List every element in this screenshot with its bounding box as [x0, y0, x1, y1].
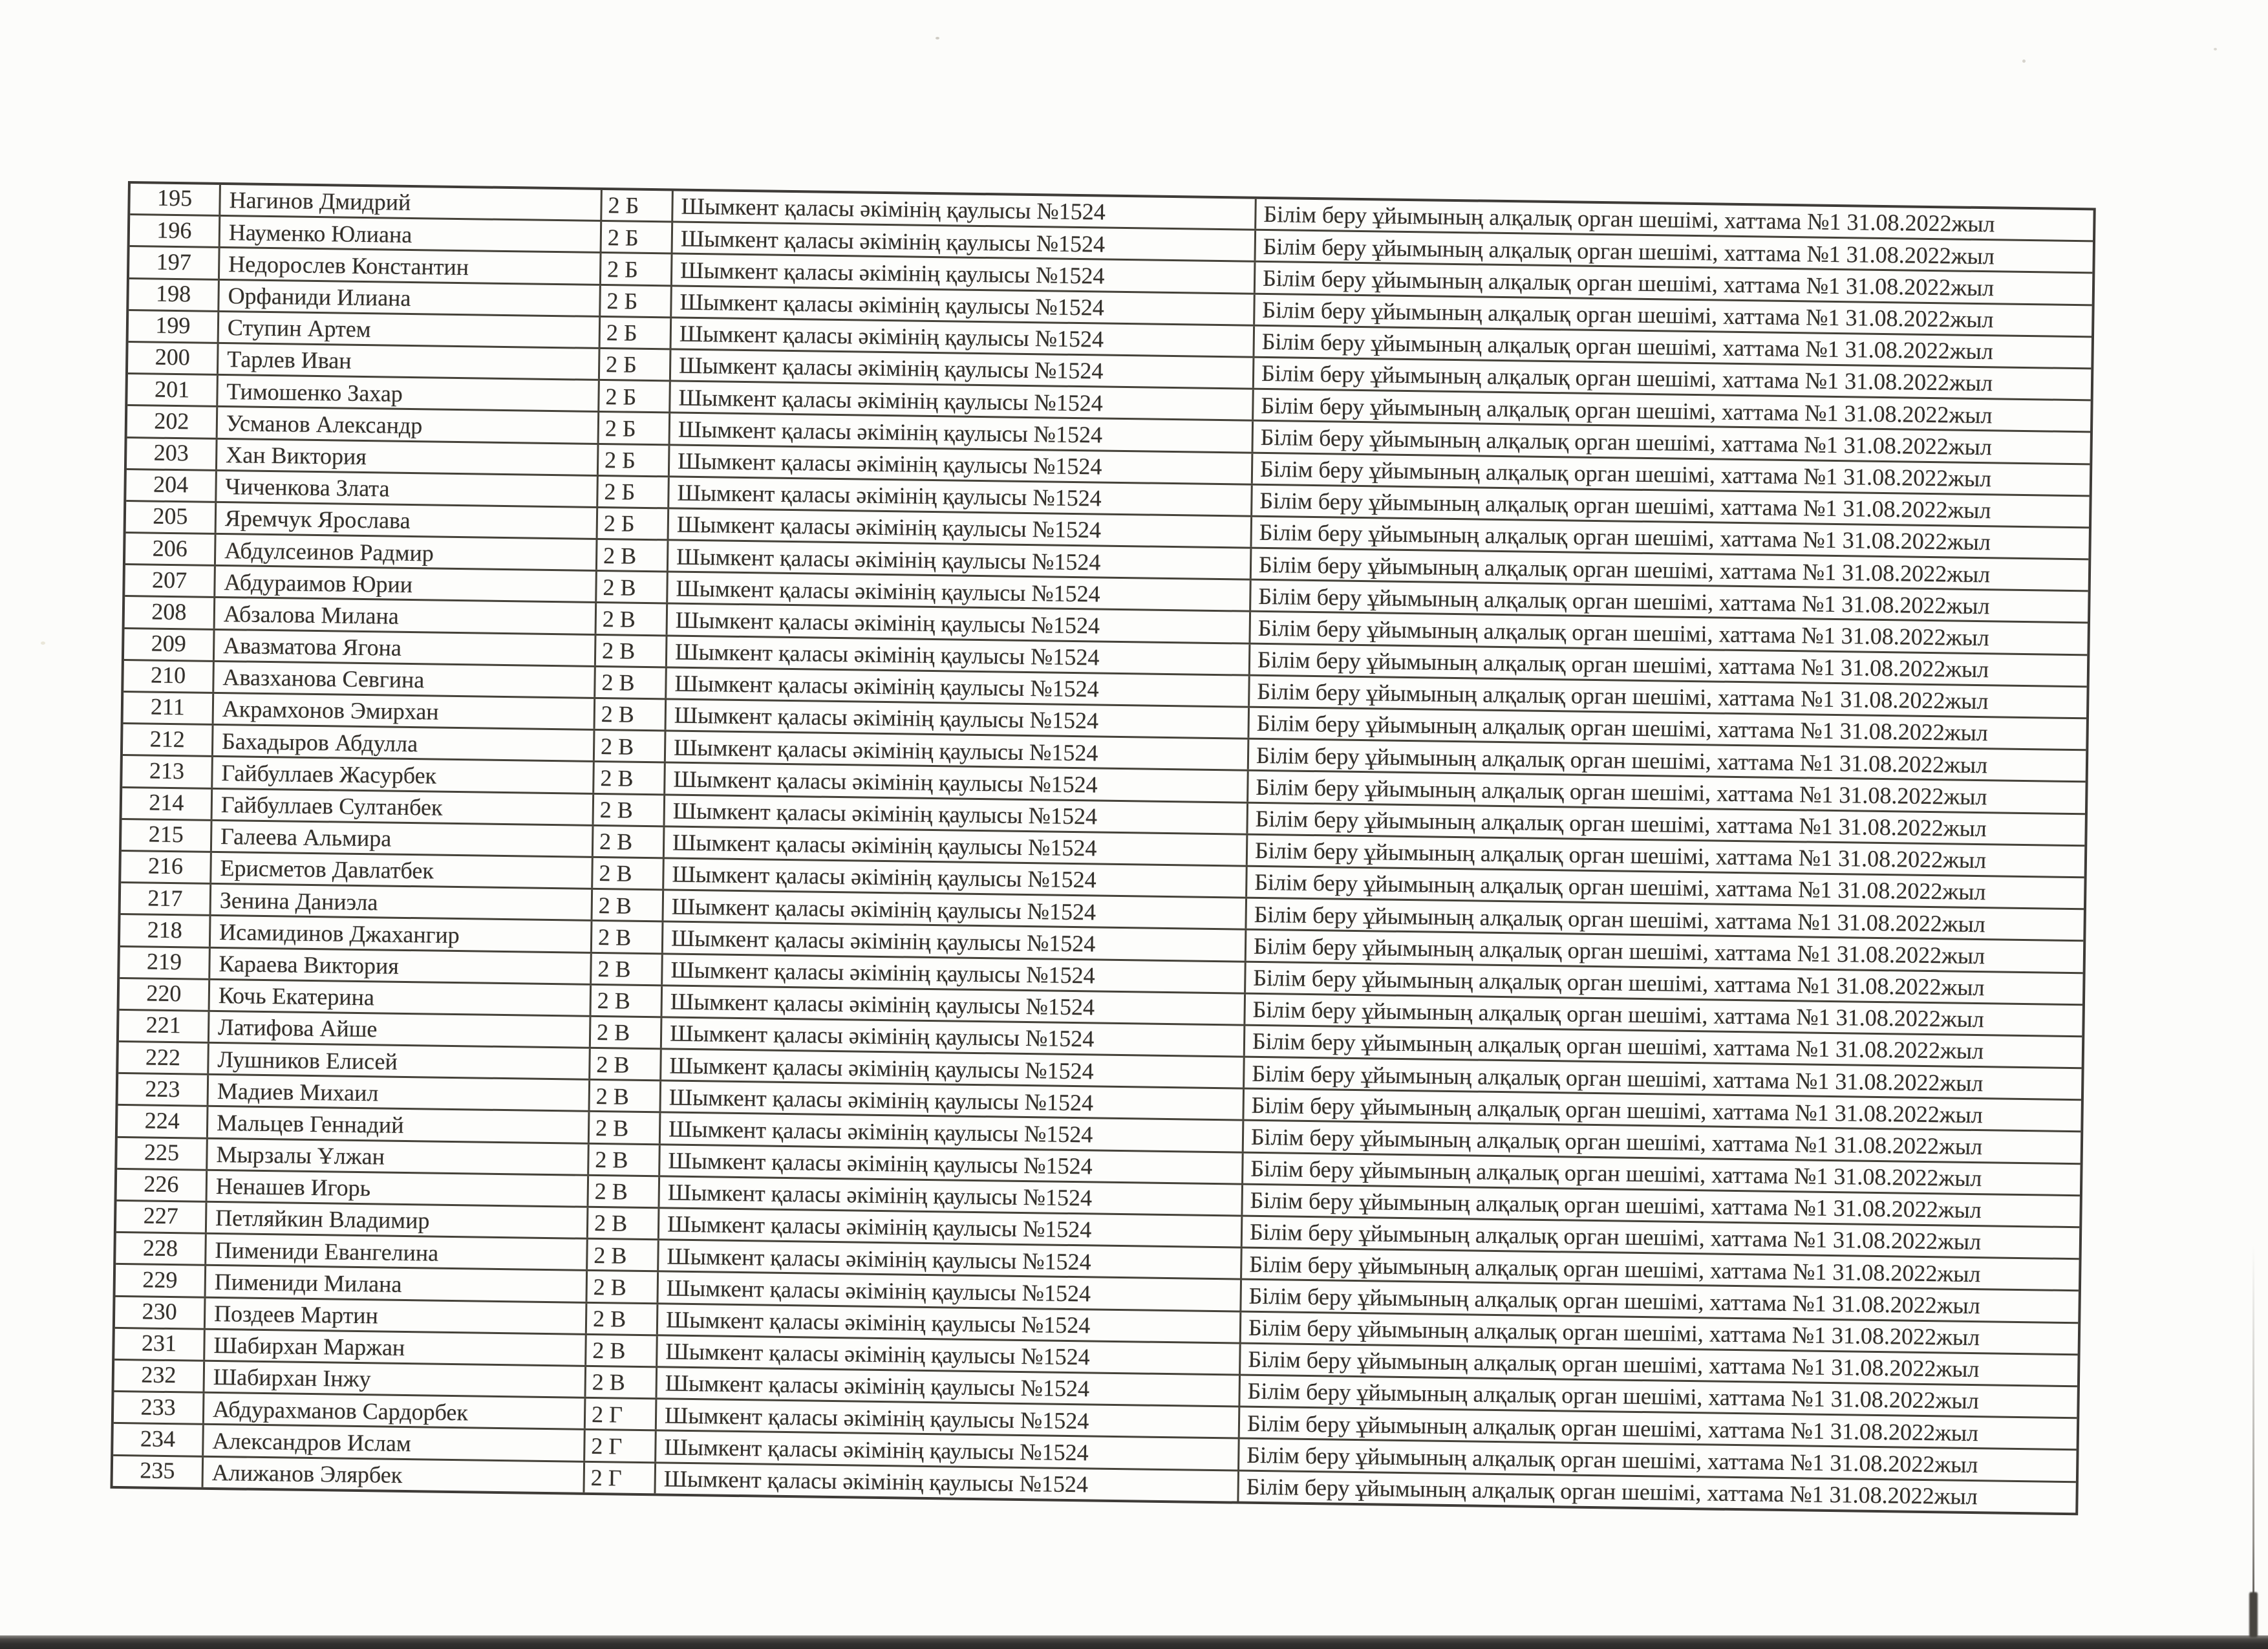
- row-number-cell: 235: [113, 1456, 204, 1487]
- class-cell: 2 Г: [584, 1462, 656, 1493]
- decree-cell: Шымкент қаласы әкімінің қаулысы №1524: [665, 764, 1249, 801]
- student-name-cell: Петляйкин Владимир: [207, 1203, 589, 1238]
- decision-cell: Білім беру ұйымының алқалық орган шешімі, хаттама №1 31.08.2022жыл: [1256, 742, 1988, 778]
- row-number-cell: 233: [114, 1392, 205, 1423]
- decision-cell: Білім беру ұйымының алқалық орган шешімі, хаттама №1 31.08.2022жыл: [1263, 201, 1995, 237]
- scan-speck: [936, 37, 939, 39]
- row-number-cell: 209: [124, 629, 215, 660]
- student-name-cell: Хан Виктория: [217, 439, 599, 474]
- class-cell: 2 Б: [598, 477, 670, 508]
- student-name-cell: Абдулсеинов Радмир: [216, 535, 598, 570]
- class-cell: 2 В: [588, 1208, 660, 1239]
- student-name-cell: Зенина Даниэла: [211, 885, 594, 920]
- decree-cell: Шымкент қаласы әкімінің қаулысы №1524: [663, 954, 1246, 992]
- class-cell: 2 Б: [599, 413, 671, 444]
- student-name-cell: Нагинов Дмидрий: [220, 185, 603, 220]
- student-name-cell: Тимошенко Захар: [218, 376, 600, 411]
- student-name-cell: Кочь Екатерина: [210, 980, 592, 1015]
- row-number-cell: 221: [119, 1011, 210, 1042]
- student-name-cell: Авазматова Ягона: [215, 630, 597, 665]
- decree-cell: Шымкент қаласы әкімінің қаулысы №1524: [672, 318, 1256, 356]
- student-name-cell: Лушников Елисей: [209, 1044, 591, 1079]
- class-cell: 2 Б: [600, 349, 672, 380]
- class-cell: 2 В: [593, 890, 665, 921]
- decision-cell: Білім беру ұйымының алқалық орган шешімі, хаттама №1 31.08.2022жыл: [1248, 1314, 1980, 1351]
- decree-cell: Шымкент қаласы әкімінің қаулысы №1524: [662, 986, 1246, 1024]
- decree-cell: Шымкент қаласы әкімінің қаулысы №1524: [672, 255, 1256, 292]
- row-number-cell: 214: [122, 788, 213, 819]
- row-number-cell: 211: [123, 693, 215, 724]
- class-cell: 2 В: [587, 1303, 659, 1334]
- page-edge-artifact-line: [2252, 1245, 2254, 1636]
- decision-cell: Білім беру ұйымының алқалық орган шешімі, хаттама №1 31.08.2022жыл: [1262, 264, 1995, 301]
- class-cell: 2 Б: [599, 381, 671, 412]
- decision-cell: Білім беру ұйымының алқалық орган шешімі, хаттама №1 31.08.2022жыл: [1256, 773, 1987, 810]
- row-number-cell: 230: [115, 1297, 206, 1328]
- decree-cell: Шымкент қаласы әкімінің қаулысы №1524: [657, 1368, 1241, 1405]
- class-cell: 2 Б: [601, 253, 673, 285]
- class-cell: 2 Г: [585, 1430, 657, 1461]
- decision-cell: Білім беру ұйымының алқалық орган шешімі, хаттама №1 31.08.2022жыл: [1246, 1410, 1979, 1446]
- decision-cell: Білім беру ұйымының алқалық орган шешімі, хаттама №1 31.08.2022жыл: [1257, 614, 1990, 651]
- student-name-cell: Гайбуллаев Жасурбек: [213, 757, 595, 792]
- class-cell: 2 В: [592, 921, 664, 953]
- row-number-cell: 226: [117, 1170, 208, 1201]
- class-cell: 2 В: [592, 986, 663, 1017]
- decree-cell: Шымкент қаласы әкімінің қаулысы №1524: [659, 1177, 1243, 1214]
- row-number-cell: 197: [129, 247, 220, 278]
- row-number-cell: 204: [126, 470, 217, 501]
- decree-cell: Шымкент қаласы әкімінің қаулысы №1524: [673, 191, 1257, 228]
- student-name-cell: Абзалова Милана: [215, 598, 597, 633]
- student-name-cell: Недорослев Константин: [220, 248, 602, 283]
- decree-cell: Шымкент қаласы әкімінің қаулысы №1524: [670, 382, 1254, 420]
- decision-cell: Білім беру ұйымының алқалық орган шешімі, хаттама №1 31.08.2022жыл: [1252, 1060, 1984, 1096]
- class-cell: 2 В: [586, 1367, 658, 1398]
- class-cell: 2 В: [588, 1240, 659, 1271]
- class-cell: 2 В: [591, 1017, 663, 1048]
- decision-cell: Білім беру ұйымының алқалық орган шешімі, хаттама №1 31.08.2022жыл: [1249, 1219, 1982, 1255]
- class-cell: 2 Б: [601, 286, 672, 317]
- decision-cell: Білім беру ұйымының алқалық орган шешімі, хаттама №1 31.08.2022жыл: [1252, 1028, 1984, 1064]
- student-name-cell: Тарлев Иван: [219, 344, 601, 379]
- decree-cell: Шымкент қаласы әкімінің қаулысы №1524: [668, 605, 1252, 642]
- class-cell: 2 Б: [601, 318, 672, 349]
- decree-cell: Шымкент қаласы әкімінің қаулысы №1524: [659, 1209, 1243, 1246]
- row-number-cell: 199: [129, 311, 220, 342]
- student-name-cell: Авазханова Севгина: [214, 662, 596, 697]
- row-number-cell: 203: [127, 438, 218, 469]
- decision-cell: Білім беру ұйымының алқалық орган шешімі, хаттама №1 31.08.2022жыл: [1263, 233, 1995, 269]
- decree-cell: Шымкент қаласы әкімінің қаулысы №1524: [667, 668, 1250, 706]
- decree-cell: Шымкент қаласы әкімінің қаулысы №1524: [671, 350, 1255, 387]
- decree-cell: Шымкент қаласы әкімінің қаулысы №1524: [656, 1432, 1240, 1469]
- class-cell: 2 В: [595, 667, 667, 698]
- scan-speck: [2022, 59, 2026, 63]
- decision-cell: Білім беру ұйымының алқалық орган шешімі, хаттама №1 31.08.2022жыл: [1254, 837, 1987, 874]
- class-cell: 2 В: [597, 572, 669, 603]
- decree-cell: Шымкент қаласы әкімінің қаулысы №1524: [670, 414, 1254, 451]
- class-cell: 2 В: [590, 1112, 661, 1143]
- decision-cell: Білім беру ұйымының алқалық орган шешімі, хаттама №1 31.08.2022жыл: [1250, 1187, 1982, 1223]
- row-number-cell: 220: [120, 979, 211, 1010]
- decision-cell: Білім беру ұйымының алқалық орган шешімі, хаттама №1 31.08.2022жыл: [1254, 869, 1986, 905]
- class-cell: 2 В: [588, 1176, 660, 1207]
- decree-cell: Шымкент қаласы әкімінің қаулысы №1524: [669, 509, 1253, 546]
- class-cell: 2 В: [594, 794, 666, 825]
- row-number-cell: 201: [127, 374, 219, 405]
- class-cell: 2 В: [590, 1049, 662, 1080]
- student-name-cell: Поздеев Мартин: [206, 1298, 588, 1333]
- decision-cell: Білім беру ұйымының алқалық орган шешімі, хаттама №1 31.08.2022жыл: [1261, 329, 1994, 365]
- class-cell: 2 Б: [602, 222, 674, 253]
- student-name-cell: Шабирхан Інжу: [205, 1362, 587, 1397]
- row-number-cell: 195: [130, 184, 221, 215]
- row-number-cell: 234: [113, 1424, 204, 1455]
- class-cell: 2 В: [595, 731, 667, 762]
- row-number-cell: 216: [121, 852, 212, 883]
- student-name-cell: Александров Ислам: [204, 1425, 586, 1460]
- decision-cell: Білім беру ұйымының алқалық орган шешімі, хаттама №1 31.08.2022жыл: [1257, 646, 1989, 683]
- row-number-cell: 215: [122, 820, 213, 851]
- row-number-cell: 225: [117, 1138, 208, 1169]
- decision-cell: Білім беру ұйымының алқалық орган шешімі, хаттама №1 31.08.2022жыл: [1257, 678, 1989, 715]
- row-number-cell: 217: [121, 883, 212, 914]
- student-name-cell: Акрамхонов Эмирхан: [214, 694, 596, 729]
- row-number-cell: 205: [126, 502, 217, 533]
- student-name-cell: Ерисметов Давлатбек: [211, 853, 594, 888]
- page-edge-artifact-mark: [2249, 1592, 2258, 1637]
- row-number-cell: 219: [120, 947, 211, 978]
- class-cell: 2 Б: [599, 444, 670, 475]
- class-cell: 2 Б: [602, 190, 674, 221]
- decree-cell: Шымкент қаласы әкімінің қаулысы №1524: [661, 1082, 1245, 1119]
- decree-cell: Шымкент қаласы әкімінің қаулысы №1524: [658, 1304, 1242, 1342]
- row-number-cell: 206: [125, 534, 217, 565]
- decree-cell: Шымкент қаласы әкімінің қаулысы №1524: [672, 286, 1256, 324]
- decree-cell: Шымкент қаласы әкімінің қаулысы №1524: [665, 827, 1248, 865]
- decree-cell: Шымкент қаласы әкімінің қаулысы №1524: [659, 1241, 1243, 1278]
- student-name-cell: Пимениди Евангелина: [206, 1234, 588, 1269]
- class-cell: 2 В: [597, 603, 669, 634]
- decree-cell: Шымкент қаласы әкімінің қаулысы №1524: [661, 1050, 1245, 1087]
- class-cell: 2 В: [593, 858, 665, 889]
- row-number-cell: 228: [116, 1233, 207, 1264]
- row-number-cell: 231: [114, 1329, 206, 1360]
- decree-cell: Шымкент қаласы әкімінің қаулысы №1524: [656, 1463, 1239, 1501]
- row-number-cell: 208: [125, 597, 216, 628]
- decision-cell: Білім беру ұйымының алқалық орган шешімі, хаттама №1 31.08.2022жыл: [1250, 1123, 1983, 1160]
- decree-cell: Шымкент қаласы әкімінің қаулысы №1524: [669, 541, 1252, 579]
- decision-cell: Білім беру ұйымының алқалық орган шешімі, хаттама №1 31.08.2022жыл: [1260, 424, 1993, 460]
- decision-cell: Білім беру ұйымының алқалық орган шешімі, хаттама №1 31.08.2022жыл: [1258, 551, 1991, 587]
- row-number-cell: 213: [122, 756, 213, 787]
- decision-cell: Білім беру ұйымының алқалық орган шешімі, хаттама №1 31.08.2022жыл: [1252, 996, 1985, 1033]
- decision-cell: Білім беру ұйымының алқалық орган шешімі, хаттама №1 31.08.2022жыл: [1249, 1251, 1981, 1287]
- decision-cell: Білім беру ұйымының алқалық орган шешімі, хаттама №1 31.08.2022жыл: [1259, 519, 1991, 555]
- student-name-cell: Чиченкова Злата: [217, 471, 599, 506]
- student-name-cell: Алижанов Элярбек: [204, 1457, 586, 1492]
- class-cell: 2 В: [587, 1271, 659, 1302]
- class-cell: 2 В: [594, 762, 666, 793]
- row-number-cell: 212: [123, 724, 214, 755]
- scanner-bottom-bar: [0, 1635, 2268, 1649]
- decision-cell: Білім беру ұйымының алқалық орган шешімі, хаттама №1 31.08.2022жыл: [1261, 392, 1993, 428]
- row-number-cell: 210: [123, 661, 215, 692]
- decision-cell: Білім беру ұйымының алқалық орган шешімі, хаттама №1 31.08.2022жыл: [1256, 710, 1989, 746]
- student-name-cell: Мадиев Михаил: [209, 1075, 591, 1110]
- class-cell: 2 В: [592, 953, 663, 984]
- student-name-cell: Пимениди Милана: [206, 1266, 588, 1301]
- student-name-cell: Ступин Артем: [219, 312, 601, 347]
- decree-cell: Шымкент қаласы әкімінің қаулысы №1524: [666, 732, 1250, 770]
- class-cell: 2 В: [589, 1144, 661, 1175]
- decree-cell: Шымкент қаласы әкімінің қаулысы №1524: [667, 636, 1251, 674]
- student-name-cell: Ненашев Игорь: [208, 1171, 590, 1206]
- decision-cell: Білім беру ұйымының алқалық орган шешімі, хаттама №1 31.08.2022жыл: [1248, 1282, 1981, 1319]
- student-name-cell: Галеева Альмира: [212, 821, 594, 856]
- class-cell: 2 В: [596, 636, 668, 667]
- row-number-cell: 200: [128, 343, 219, 374]
- class-cell: 2 В: [597, 540, 669, 571]
- decision-cell: Білім беру ұйымының алқалық орган шешімі, хаттама №1 31.08.2022жыл: [1248, 1346, 1980, 1383]
- student-name-cell: Шабирхан Маржан: [205, 1330, 587, 1365]
- decision-cell: Білім беру ұйымының алқалық орган шешімі, хаттама №1 31.08.2022жыл: [1254, 901, 1986, 937]
- decree-cell: Шымкент қаласы әкімінің қаулысы №1524: [663, 923, 1247, 960]
- row-number-cell: 224: [118, 1106, 209, 1137]
- class-cell: 2 В: [595, 699, 667, 730]
- decision-cell: Білім беру ұйымының алқалық орган шешімі, хаттама №1 31.08.2022жыл: [1253, 964, 1985, 1001]
- decree-cell: Шымкент қаласы әкімінің қаулысы №1524: [658, 1336, 1241, 1374]
- student-name-cell: Яремчук Ярослава: [217, 503, 599, 538]
- class-cell: 2 В: [586, 1335, 658, 1366]
- decree-cell: Шымкент қаласы әкімінің қаулысы №1524: [660, 1145, 1244, 1183]
- student-name-cell: Мырзалы Ұлжан: [208, 1139, 590, 1174]
- class-cell: 2 Б: [598, 508, 670, 539]
- decree-cell: Шымкент қаласы әкімінің қаулысы №1524: [662, 1018, 1246, 1055]
- class-cell: 2 В: [590, 1081, 662, 1112]
- student-name-cell: Гайбуллаев Султанбек: [213, 789, 595, 824]
- class-cell: 2 В: [594, 826, 665, 857]
- decree-cell: Шымкент қаласы әкімінің қаулысы №1524: [667, 700, 1250, 737]
- decision-cell: Білім беру ұйымының алқалық орган шешімі, хаттама №1 31.08.2022жыл: [1247, 1378, 1980, 1414]
- row-number-cell: 232: [114, 1361, 206, 1392]
- decree-cell: Шымкент қаласы әкімінің қаулысы №1524: [664, 859, 1248, 896]
- decree-cell: Шымкент қаласы әкімінің қаулысы №1524: [669, 477, 1253, 515]
- decree-cell: Шымкент қаласы әкімінің қаулысы №1524: [668, 573, 1252, 610]
- decree-cell: Шымкент қаласы әкімінің қаулысы №1524: [673, 223, 1257, 261]
- decree-cell: Шымкент қаласы әкімінің қаулысы №1524: [658, 1273, 1242, 1310]
- decision-cell: Білім беру ұйымының алқалық орган шешімі, хаттама №1 31.08.2022жыл: [1258, 583, 1990, 619]
- decision-cell: Білім беру ұйымының алқалық орган шешімі, хаттама №1 31.08.2022жыл: [1246, 1473, 1978, 1510]
- student-name-cell: Бахадыров Абдулла: [213, 726, 595, 760]
- row-number-cell: 196: [130, 215, 221, 246]
- student-name-cell: Мальцев Геннадий: [208, 1107, 590, 1142]
- decision-cell: Білім беру ұйымының алқалық орган шешімі, хаттама №1 31.08.2022жыл: [1251, 1092, 1984, 1128]
- class-cell: 2 Г: [586, 1399, 658, 1430]
- row-number-cell: 223: [118, 1074, 209, 1105]
- student-table: [110, 181, 2095, 1515]
- row-number-cell: 222: [118, 1042, 209, 1073]
- decision-cell: Білім беру ұйымының алқалық орган шешімі, хаттама №1 31.08.2022жыл: [1259, 455, 1992, 492]
- student-name-cell: Абдураимов Юрии: [215, 566, 597, 601]
- student-name-cell: Исамидинов Джахангир: [211, 916, 593, 951]
- decision-cell: Білім беру ұйымының алқалық орган шешімі, хаттама №1 31.08.2022жыл: [1253, 932, 1985, 969]
- student-name-cell: Караева Виктория: [210, 948, 592, 983]
- student-name-cell: Науменко Юлиана: [220, 217, 603, 252]
- decree-cell: Шымкент қаласы әкімінің қаулысы №1524: [670, 446, 1254, 483]
- decree-cell: Шымкент қаласы әкімінің қаулысы №1524: [657, 1399, 1241, 1437]
- decision-cell: Білім беру ұйымының алқалық орган шешімі, хаттама №1 31.08.2022жыл: [1246, 1441, 1978, 1478]
- row-number-cell: 218: [120, 915, 211, 946]
- row-number-cell: 202: [127, 406, 219, 437]
- student-name-cell: Абдурахманов Сардорбек: [204, 1394, 586, 1428]
- decision-cell: Білім беру ұйымының алқалық орган шешімі, хаттама №1 31.08.2022жыл: [1250, 1155, 1982, 1192]
- decision-cell: Білім беру ұйымының алқалық орган шешімі, хаттама №1 31.08.2022жыл: [1255, 805, 1987, 842]
- scan-speck: [41, 641, 45, 645]
- row-number-cell: 227: [116, 1202, 208, 1233]
- decision-cell: Білім беру ұйымының алқалық орган шешімі, хаттама №1 31.08.2022жыл: [1259, 488, 1991, 524]
- decision-cell: Білім беру ұйымының алқалық орган шешімі, хаттама №1 31.08.2022жыл: [1261, 360, 1993, 396]
- decree-cell: Шымкент қаласы әкімінің қаулысы №1524: [665, 795, 1249, 833]
- row-number-cell: 229: [116, 1265, 207, 1296]
- decree-cell: Шымкент қаласы әкімінің қаулысы №1524: [661, 1114, 1245, 1151]
- student-name-cell: Усманов Александр: [218, 407, 600, 442]
- row-number-cell: 207: [125, 565, 216, 596]
- student-name-cell: Орфаниди Илиана: [219, 281, 601, 316]
- row-number-cell: 198: [129, 279, 220, 310]
- decision-cell: Білім беру ұйымының алқалық орган шешімі, хаттама №1 31.08.2022жыл: [1262, 296, 1994, 333]
- scan-speck: [2214, 48, 2217, 50]
- decree-cell: Шымкент қаласы әкімінің қаулысы №1524: [664, 891, 1248, 929]
- student-name-cell: Латифова Айше: [209, 1012, 592, 1047]
